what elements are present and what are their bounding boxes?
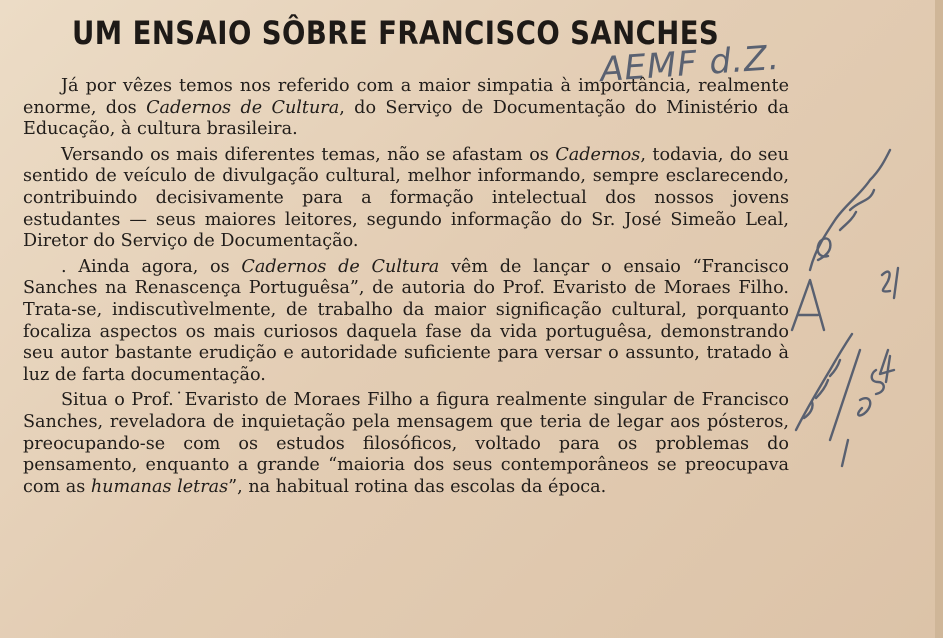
paragraph-4-text-a: Situa o Prof.˙Evaristo de Moraes Filho a figura realmente singular de Francisco Sanches, reveladora de inquietação pela mensagem que teria de legar aos pósteros, preocupando-se com os estudos filosóficos, voltado para os problemas do pensamento, enquanto a grande “maioria dos seus contemporâneos se preocupava com as (23, 390, 789, 497)
paragraph-2-text-b: , todavia, do seu sentido de veículo de divulgação cultural, melhor informando, sempre esclarecendo, contribuindo decisivamente para a formação intelectual dos nossos jovens estudantes — seus maiores leitores, segundo informação do Sr. José Simeão Leal, Diretor do Serviço de Documentação. (23, 144, 790, 252)
paragraph-3-text-b: vêm de lançar o ensaio “Francisco Sanches na Renascença Portuguêsa”, de autoria do Prof. Evaristo de Moraes Filho. Trata-se, indiscutìvelmente, de trabalho da maior significação cultural, porquanto focaliza aspectos os mais curiosos daquela fase da vida portuguêsa, demonstrando seu autor bastante erudição e autoridade suficiente para versar o assunto, tratado à luz de farta documentação. (23, 256, 789, 385)
paragraph-4-italic: humanas letras (90, 476, 229, 497)
handwritten-top-note: AEMF d.Z. (598, 37, 782, 91)
headline: UM ENSAIO SÔBRE FRANCISCO SANCHES (72, 14, 720, 52)
paragraph-1-italic: Cadernos de Cultura (146, 97, 340, 118)
paragraph-3-text-a: . Ainda agora, os (61, 256, 242, 277)
paragraph-1-text-a: Já por vêzes temos nos referido com a maior simpatia à importância, realmente enorme, dos (23, 76, 789, 118)
paragraph-2-text-a: Versando os mais diferentes temas, não se afastam os (61, 144, 556, 165)
article-body (23, 76, 789, 498)
handwritten-side-note (790, 140, 930, 620)
paragraph-2 (23, 145, 789, 253)
paragraph-2-italic: Cadernos (555, 144, 641, 165)
paragraph-1 (23, 76, 789, 141)
paragraph-4 (23, 390, 789, 498)
paragraph-3-italic: Cadernos de Cultura (241, 256, 440, 277)
handwritten-side-note-svg (790, 140, 930, 620)
paragraph-4-text-b: ”, na habitual rotina das escolas da época. (228, 476, 607, 497)
paragraph-1-text-b: , do Serviço de Documentação do Ministério da Educação, à cultura brasileira. (23, 97, 789, 140)
paragraph-3 (23, 257, 789, 387)
